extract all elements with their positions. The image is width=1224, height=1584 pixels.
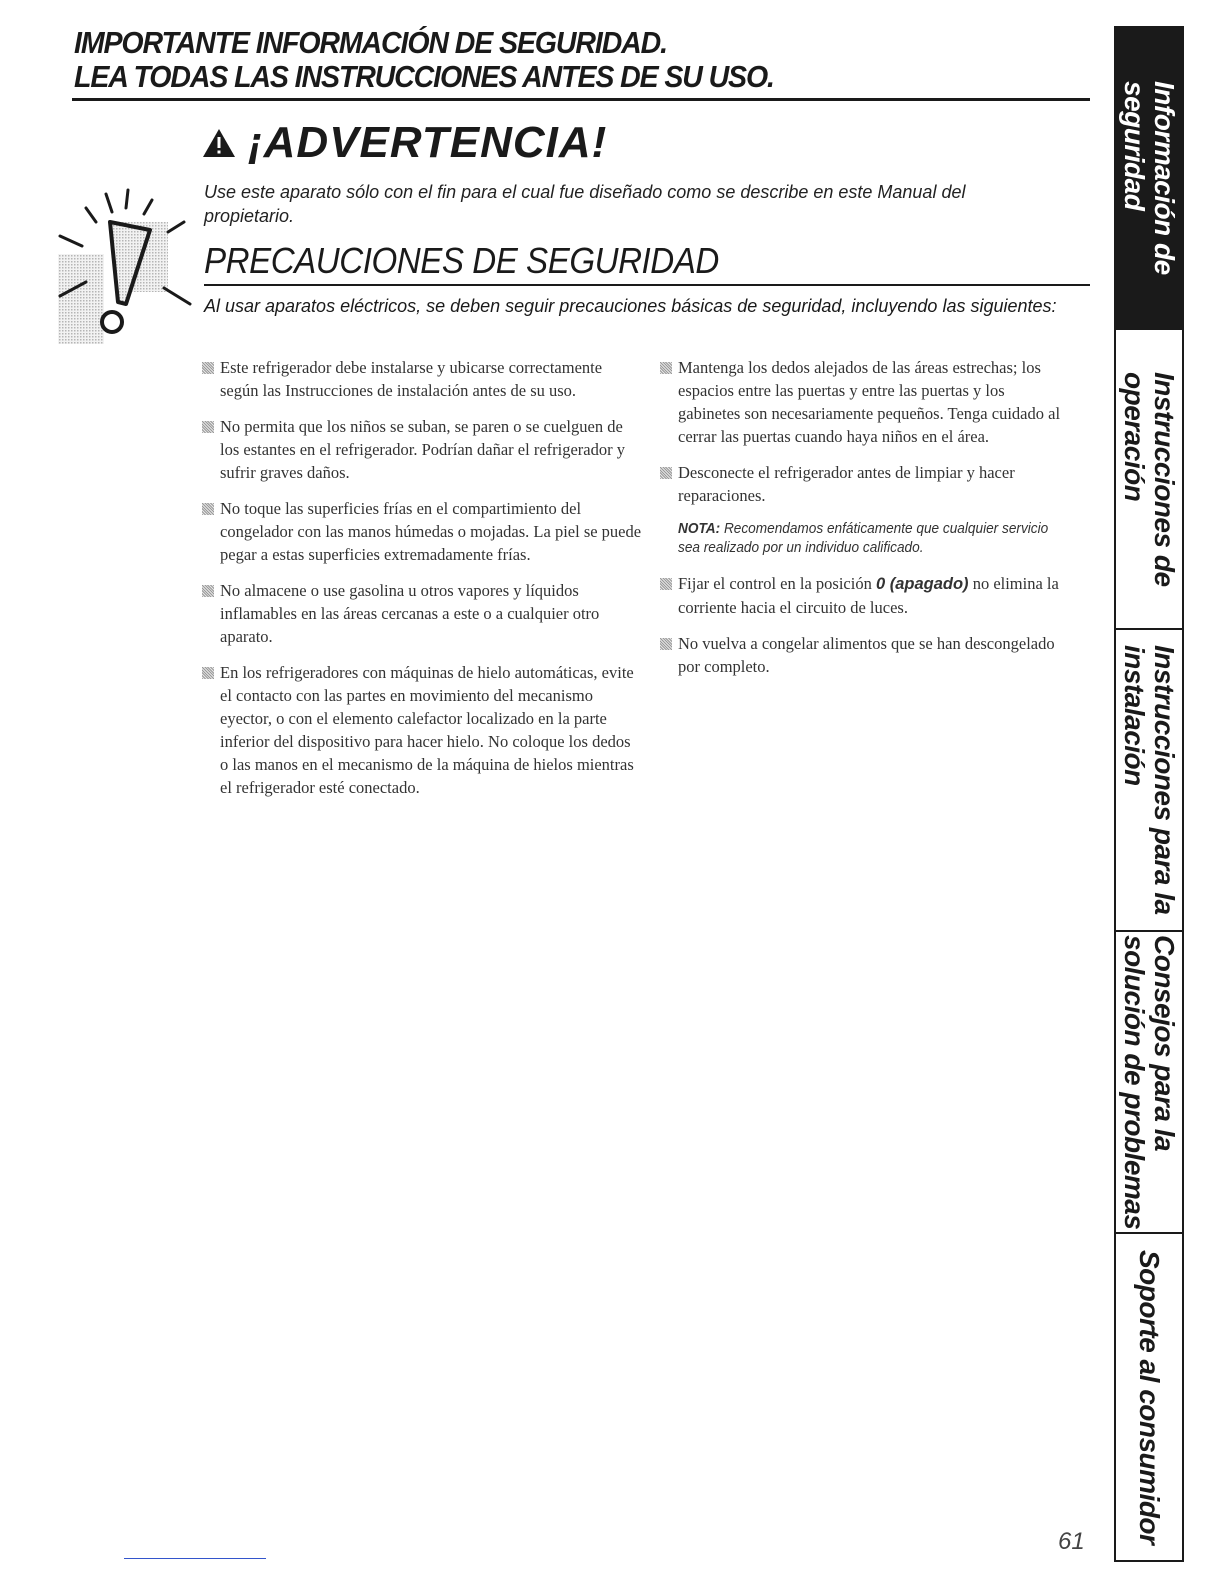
square-bullet-icon [660,638,672,650]
warning-body: Use este aparato sólo con el fin para el cual fue diseñado como se describe en este Manual del propietario. [204,182,966,226]
nota-text: Recomendamos enfáticamente que cualquier servicio sea realizado por un individuo calificado. [678,521,1049,556]
warning-triangle-icon [202,128,236,158]
list-item: Este refrigerador debe instalarse y ubicarse correctamente según las Instrucciones de instalación antes de su uso. [202,356,642,402]
tab-instrucciones-para-la-instalacion[interactable]: Instrucciones para la instalación [1114,630,1184,932]
right-column [660,356,1070,691]
control-position-label: 0 (apagado) [875,575,969,593]
header-line-2: LEA TODAS LAS INSTRUCCIONES ANTES DE SU USO. [74,59,774,94]
square-bullet-icon [202,503,214,515]
list-item: No vuelva a congelar alimentos que se han descongelado por completo. [660,632,1070,678]
list-item: No almacene o use gasolina u otros vapores y líquidos inflamables en las áreas cercanas a este o a cualquier otro aparato. [202,579,642,648]
precautions-rule [204,284,1090,286]
nota-note [678,520,1073,558]
tab-consejos-para-la-solucion-de-problemas[interactable]: Consejos para la solución de problemas [1114,932,1184,1234]
square-bullet-icon [202,585,214,597]
square-bullet-icon [202,667,214,679]
list-item: Mantenga los dedos alejados de las áreas estrechas; los espacios entre las puertas y entre las puertas y los gabinetes son necesariamente pequeños. Tenga cuidado al cerrar las puertas cuando haya niños en el área. [660,356,1070,448]
header-rule [72,98,1090,101]
square-bullet-icon [660,467,672,479]
warning-title: ¡ADVERTENCIA! [248,118,608,167]
footer-link-line [124,1558,266,1559]
left-column [202,356,642,812]
list-item: No toque las superficies frías en el compartimiento del congelador con las manos húmedas o mojadas. La piel se puede pegar a estas superficies extremadamente frías. [202,497,642,566]
list-item: Fijar el control en la posición 0 (apagado) no elimina la corriente hacia el circuito de luces. [660,572,1070,619]
precautions-intro: Al usar aparatos eléctricos, se deben seguir precauciones básicas de seguridad, incluyendo las siguientes: [204,296,1057,316]
nota-label: NOTA: [678,521,721,537]
section-tabs [1114,26,1186,1562]
exclamation-hazard-icon [56,186,196,348]
list-item: En los refrigeradores con máquinas de hielo automáticas, evite el contacto con las partes en movimiento del mecanismo eyector, o con el elemento calefactor localizado en la parte inferior del dispositivo para hacer hielo. No coloque los dedos o las manos en el mecanismo de la máquina de hielos mientras el refrigerador esté conectado. [202,661,642,799]
square-bullet-icon [202,362,214,374]
tab-informacion-de-seguridad[interactable]: Información de seguridad [1114,26,1184,330]
square-bullet-icon [202,421,214,433]
square-bullet-icon [660,362,672,374]
page-number: 61 [1058,1528,1085,1555]
header-line-1: IMPORTANTE INFORMACIÓN DE SEGURIDAD. [74,25,667,60]
warning-heading [202,118,607,168]
tab-soporte-al-consumidor[interactable]: Soporte al consumidor [1114,1234,1184,1562]
precautions-title: PRECAUCIONES DE SEGURIDAD [204,240,719,281]
list-item: Desconecte el refrigerador antes de limpiar y hacer reparaciones. [660,461,1070,507]
list-item: No permita que los niños se suban, se paren o se cuelguen de los estantes en el refrigerador. Podrían dañar el refrigerador y sufrir graves daños. [202,415,642,484]
square-bullet-icon [660,578,672,590]
tab-instrucciones-de-operacion[interactable]: Instrucciones de operación [1114,330,1184,630]
page-header [74,26,1090,94]
